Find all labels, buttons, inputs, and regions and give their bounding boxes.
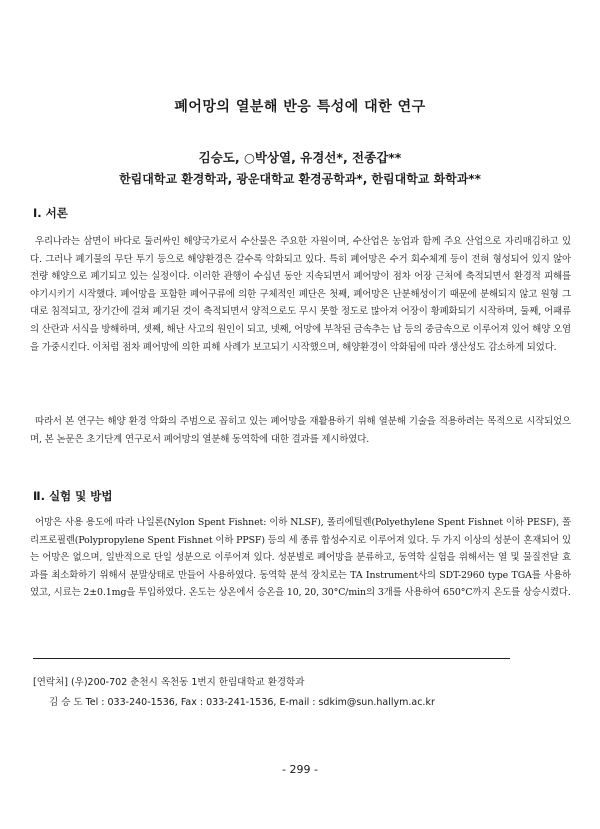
page-number: - 299 - (282, 763, 318, 776)
affiliation-list: 한림대학교 환경학과, 광운대학교 환경공학과*, 한림대학교 화학과** (119, 172, 481, 186)
intro-paragraph-2: 따라서 본 연구는 해양 환경 악화의 주범으로 꼽히고 있는 폐어망을 재활용하기 위해 열분해 기술을 적용하려는 목적으로 시작되었으며, 본 논문은 초기단계 연구로서 폐어망의 열분해 동역학에 대한 결과를 제시하였다. (30, 416, 571, 445)
contact-details: 김 승 도 Tel : 033-240-1536, Fax : 033-241-1536, E-mail : sdkim@sun.hallym.ac.kr (49, 697, 435, 708)
author-list: 김승도, ○박상열, 유경선*, 전종갑** (198, 150, 402, 165)
contact-address: [연락처] (우)200-702 춘천시 옥천동 1번지 한림대학교 환경학과 (33, 677, 305, 688)
methods-paragraph-1: 어망은 사용 용도에 따라 나일론(Nylon Spent Fishnet: 이하 NLSF), 폴리에틸렌(Polyethylene Spent Fishnet 이하 PESF), 폴리프로필렌(Polypropylene Spent Fishnet 이하 PPSF) 등의 세 종류 합성수지로 이루어져 있다. 두 가지 이상의 성분이 혼재되어 있는 어망은 없으며, 일반적으로 단일 성분으로 이루어져 있다. 성분별로 폐어망을 분류하고, 동역학 실험을 위해서는 열 및 물질전달 효과를 최소화하기 위해서 분말상태로 만들어 사용하였다. 동역학 분석 장치로는 TA Instrument사의 SDT-2960 type TGA를 사용하였고, 시료는 2±0.1mg을 투입하였다. 온도는 상온에서 승온을 10, 20, 30°C/min의 3개를 사용하여 650°C까지 온도를 상승시켰다. (30, 517, 572, 599)
intro-paragraph-1: 우리나라는 삼면이 바다로 둘러싸인 해양국가로서 수산물은 주요한 자원이며, 수산업은 농업과 함께 주요 산업으로 자리매김하고 있다. 그러나 폐기물의 무단 투기 등으로 해양환경은 갈수록 악화되고 있다. 특히 폐어망은 수거 회수체계 등이 전혀 형성되어 있지 않아 전량 해양으로 폐기되고 있는 실정이다. 이러한 관행이 수십년 동안 지속되면서 폐어망이 점차 어장 근처에 축적되면서 환경적 피해를 야기시키기 시작했다. 폐어망을 포함한 폐어구류에 의한 구체적인 폐단은 첫째, 폐어망은 난분해성이기 때문에 분해되지 않고 원형 그대로 침적되고, 장기간에 걸쳐 폐기된 것이 축적되면서 양적으로도 무시 못할 정도로 많아져 어장이 황폐화되기 시작하며, 둘째, 어패류의 산란과 서식을 방해하며, 셋째, 해난 사고의 원인이 되고, 넷째, 어망에 부착된 금속추는 납 등의 중금속으로 이루어져 있어 해양 오염을 가중시킨다. 이처럼 점차 폐어망에 의한 피해 사례가 보고되기 시작했으며, 해양환경이 악화됨에 따라 생산성도 감소하게 되었다. (30, 236, 571, 353)
footnote-divider (33, 658, 510, 659)
paper-title: 폐어망의 열분해 반응 특성에 대한 연구 (174, 99, 426, 115)
section-heading-introduction: Ⅰ. 서론 (33, 206, 68, 220)
section-heading-methods: Ⅱ. 실험 및 방법 (33, 489, 113, 503)
